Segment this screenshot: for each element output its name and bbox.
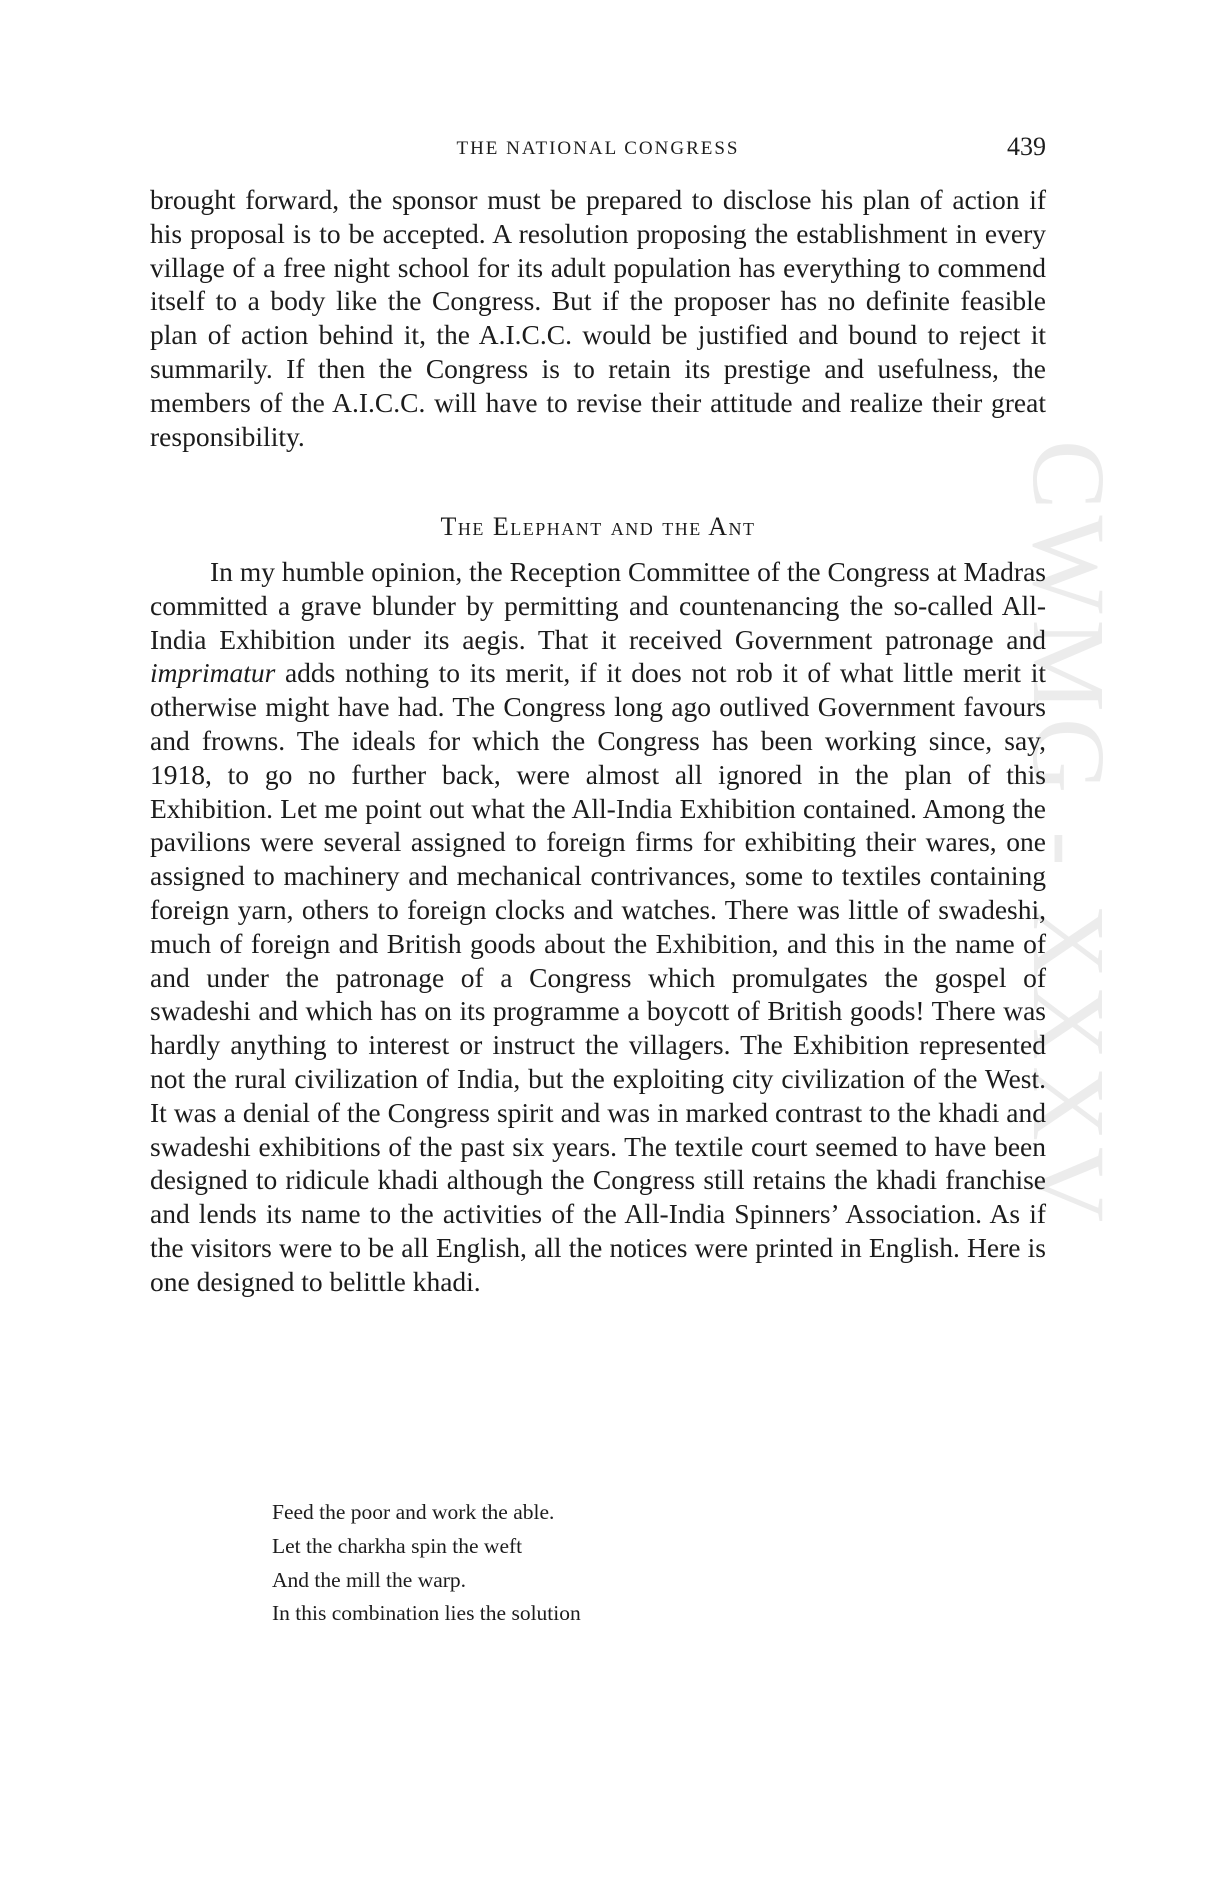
paragraph-2-part-1: In my humble opinion, the Reception Committee of the Congress at Madras committed a grave blunder by permitting and countenancing the so-called All-India Exhibition under its aegis. That it received Government patronage and bbox=[150, 556, 1046, 655]
running-header bbox=[150, 132, 1046, 168]
paragraph-2-part-2: adds nothing to its merit, if it does not rob it of what little merit it otherwise might have had. The Congress long ago outlived Government favours and frowns. The ideals for which the Congress has been working since, say, 1918, to go no further back, were almost all ignored in the plan of this Exhibition. Let me point out what the All-India Exhibition contained. Among the pavilions were several assigned to foreign firms for exhibiting their wares, one assigned to machinery and mechanical contrivances, some to textiles containing foreign yarn, others to foreign clocks and watches. There was little of swadeshi, much of foreign and British goods about the Exhibition, and this in the name of and under the patronage of a Congress which promulgates the gospel of swadeshi and which has on its programme a boycott of British goods! There was hardly anything to interest or instruct the villagers. The Exhibition represented not the rural civilization of India, but the exploiting city civilization of the West. It was a denial of the Congress spirit and was in marked contrast to the khadi and swadeshi exhibitions of the past six years. The textile court seemed to have been designed to ridicule khadi although the Congress still retains the khadi franchise and lends its name to the activities of the All-India Spinners’ Association. As if the visitors were to be all English, all the notices were printed in English. Here is one designed to belittle khadi. bbox=[150, 657, 1046, 1297]
section-heading: The Elephant and the Ant bbox=[440, 512, 756, 541]
quoted-notice-line: In this combination lies the solution bbox=[272, 1601, 581, 1626]
paragraph-2 bbox=[150, 555, 1046, 1299]
quoted-notice-line: Let the charkha spin the weft bbox=[272, 1533, 523, 1558]
quoted-notice-line: And the mill the warp. bbox=[272, 1567, 467, 1592]
watermark-text: CWMG - XXXV bbox=[1011, 440, 1126, 1229]
quoted-notice-line: Feed the poor and work the able. bbox=[272, 1500, 555, 1524]
paragraph-1: brought forward, the sponsor must be prepared to disclose his plan of action if his proposal is to be accepted. A resolution proposing the establishment in every village of a free night school for its adult population has everything to commend itself to a body like the Congress. But if the proposer has no definite feasible plan of action behind it, the A.I.C.C. would be justified and bound to reject it summarily. If then the Congress is to retain its prestige and usefulness, the members of the A.I.C.C. will have to revise their attitude and realize their great responsibility. bbox=[150, 184, 1046, 452]
running-title: THE NATIONAL CONGRESS bbox=[456, 138, 740, 159]
page-number: 439 bbox=[1007, 132, 1046, 161]
emphasis-imprimatur: imprimatur bbox=[150, 657, 276, 689]
quoted-notice bbox=[272, 1496, 581, 1631]
